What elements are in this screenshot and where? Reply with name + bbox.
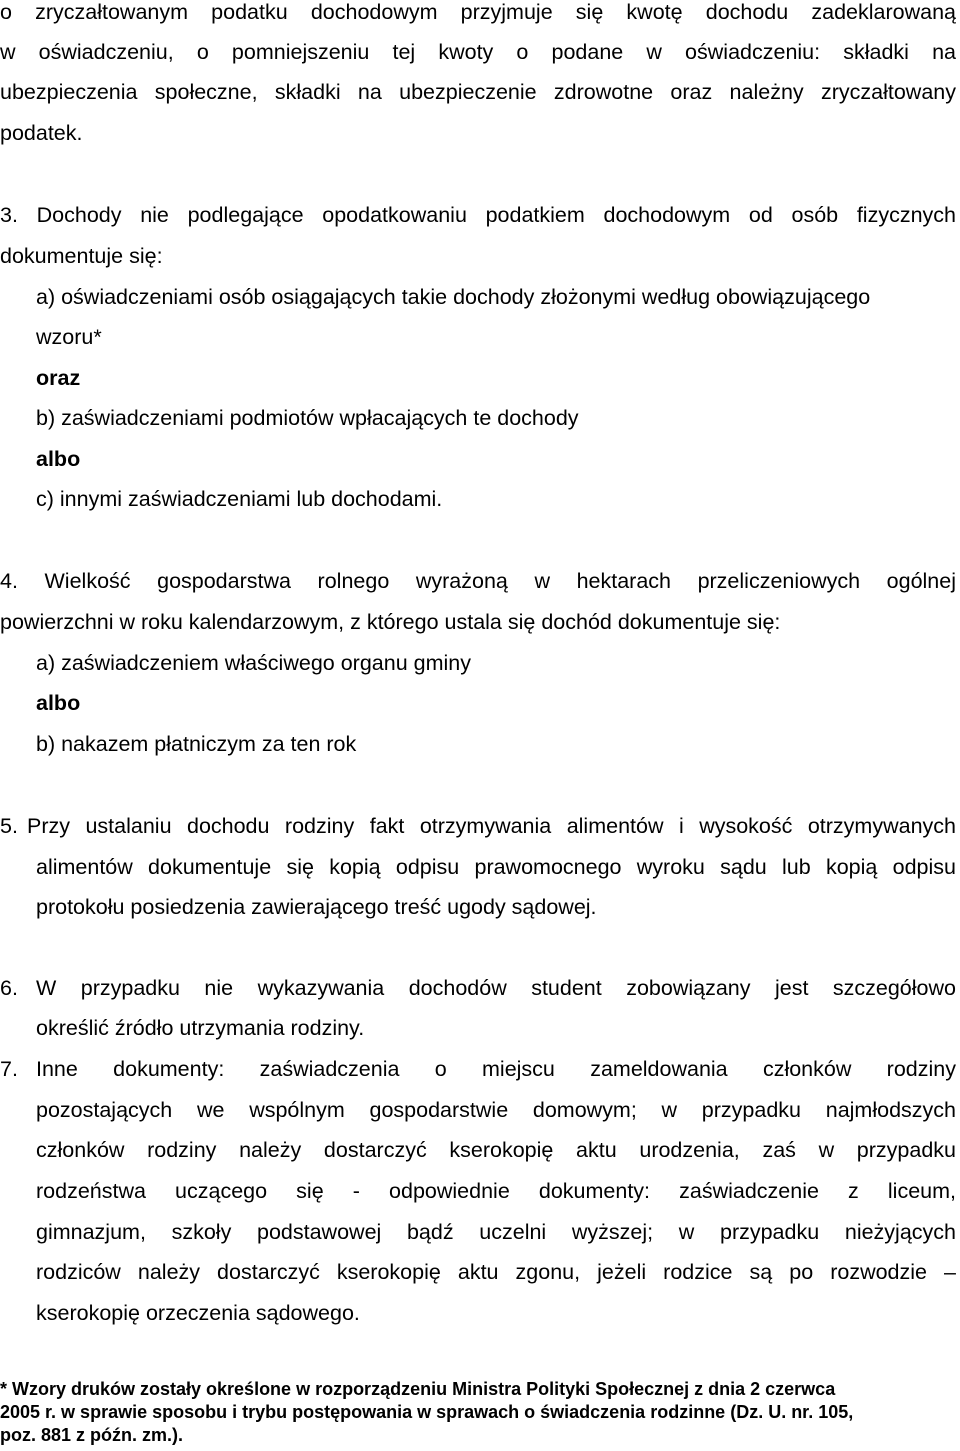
footnote-line-2: 2005 r. w sprawie sposobu i trybu postępowania w sprawach o świadczenia rodzinne (Dz. U. nr. 105, [0, 1402, 854, 1422]
footnote-line-1: * Wzory druków zostały określone w rozporządzeniu Ministra Polityki Społecznej z dnia 2 czerwca [0, 1379, 836, 1399]
item7-line-1: Inne dokumenty: zaświadczenia o miejscu zameldowania członków rodziny [36, 1057, 956, 1081]
item3-connector-albo: albo [36, 447, 81, 471]
item4-line-2: powierzchni w roku kalendarzowym, z którego ustala się dochód dokumentuje się: [0, 610, 781, 634]
intro-line-1: o zryczałtowanym podatku dochodowym przyjmuje się kwotę dochodu zadeklarowaną [0, 0, 956, 24]
item6-line-1: W przypadku nie wykazywania dochodów student zobowiązany jest szczegółowo [36, 976, 956, 1000]
item3-line-2: dokumentuje się: [0, 244, 163, 268]
item5-line-2: alimentów dokumentuje się kopią odpisu prawomocnego wyroku sądu lub kopią odpisu [36, 855, 956, 879]
item7-line-4: rodzeństwa uczącego się - odpowiednie dokumenty: zaświadczenie z liceum, [36, 1179, 956, 1203]
item3-a-line-1: a) oświadczeniami osób osiągających takie dochody złożonymi według obowiązującego [36, 285, 871, 309]
footnote [0, 1378, 940, 1447]
item6-number: 6. [0, 976, 18, 1000]
item6-line-2: określić źródło utrzymania rodziny. [36, 1016, 365, 1040]
item7-number: 7. [0, 1057, 18, 1081]
item5-number: 5. [0, 814, 18, 838]
item3-c: c) innymi zaświadczeniami lub dochodami. [36, 487, 443, 511]
item3-b: b) zaświadczeniami podmiotów wpłacających te dochody [36, 406, 579, 430]
item7-line-6: rodziców należy dostarczyć kserokopię aktu zgonu, jeżeli rodzice są po rozwodzie – [36, 1260, 956, 1284]
intro-line-3: ubezpieczenia społeczne, składki na ubezpieczenie zdrowotne oraz należny zryczałtowany [0, 80, 956, 104]
item7-line-3: członków rodziny należy dostarczyć kserokopię aktu urodzenia, zaś w przypadku [36, 1138, 956, 1162]
item7-line-7: kserokopię orzeczenia sądowego. [36, 1301, 360, 1325]
item3-line-1: 3. Dochody nie podlegające opodatkowaniu podatkiem dochodowym od osób fizycznych [0, 203, 956, 227]
item7-line-5: gimnazjum, szkoły podstawowej bądź uczelni wyższej; w przypadku nieżyjących [36, 1220, 956, 1244]
item5-line-3: protokołu posiedzenia zawierającego treść ugody sądowej. [36, 895, 597, 919]
footnote-line-3: poz. 881 z późn. zm.). [0, 1425, 184, 1445]
item7-line-2: pozostających we wspólnym gospodarstwie domowym; w przypadku najmłodszych [36, 1098, 956, 1122]
item5-line-1: Przy ustalaniu dochodu rodziny fakt otrzymywania alimentów i wysokość otrzymywanych [27, 814, 956, 838]
item4-connector-albo: albo [36, 691, 81, 715]
item3-connector-oraz: oraz [36, 366, 81, 390]
item4-line-1: 4. Wielkość gospodarstwa rolnego wyrażoną w hektarach przeliczeniowych ogólnej [0, 569, 956, 593]
item3-a-line-2: wzoru* [36, 325, 102, 349]
item4-b: b) nakazem płatniczym za ten rok [36, 732, 357, 756]
intro-line-4: podatek. [0, 121, 83, 145]
item4-a: a) zaświadczeniem właściwego organu gminy [36, 651, 471, 675]
intro-line-2: w oświadczeniu, o pomniejszeniu tej kwoty o podane w oświadczeniu: składki na [0, 40, 956, 64]
